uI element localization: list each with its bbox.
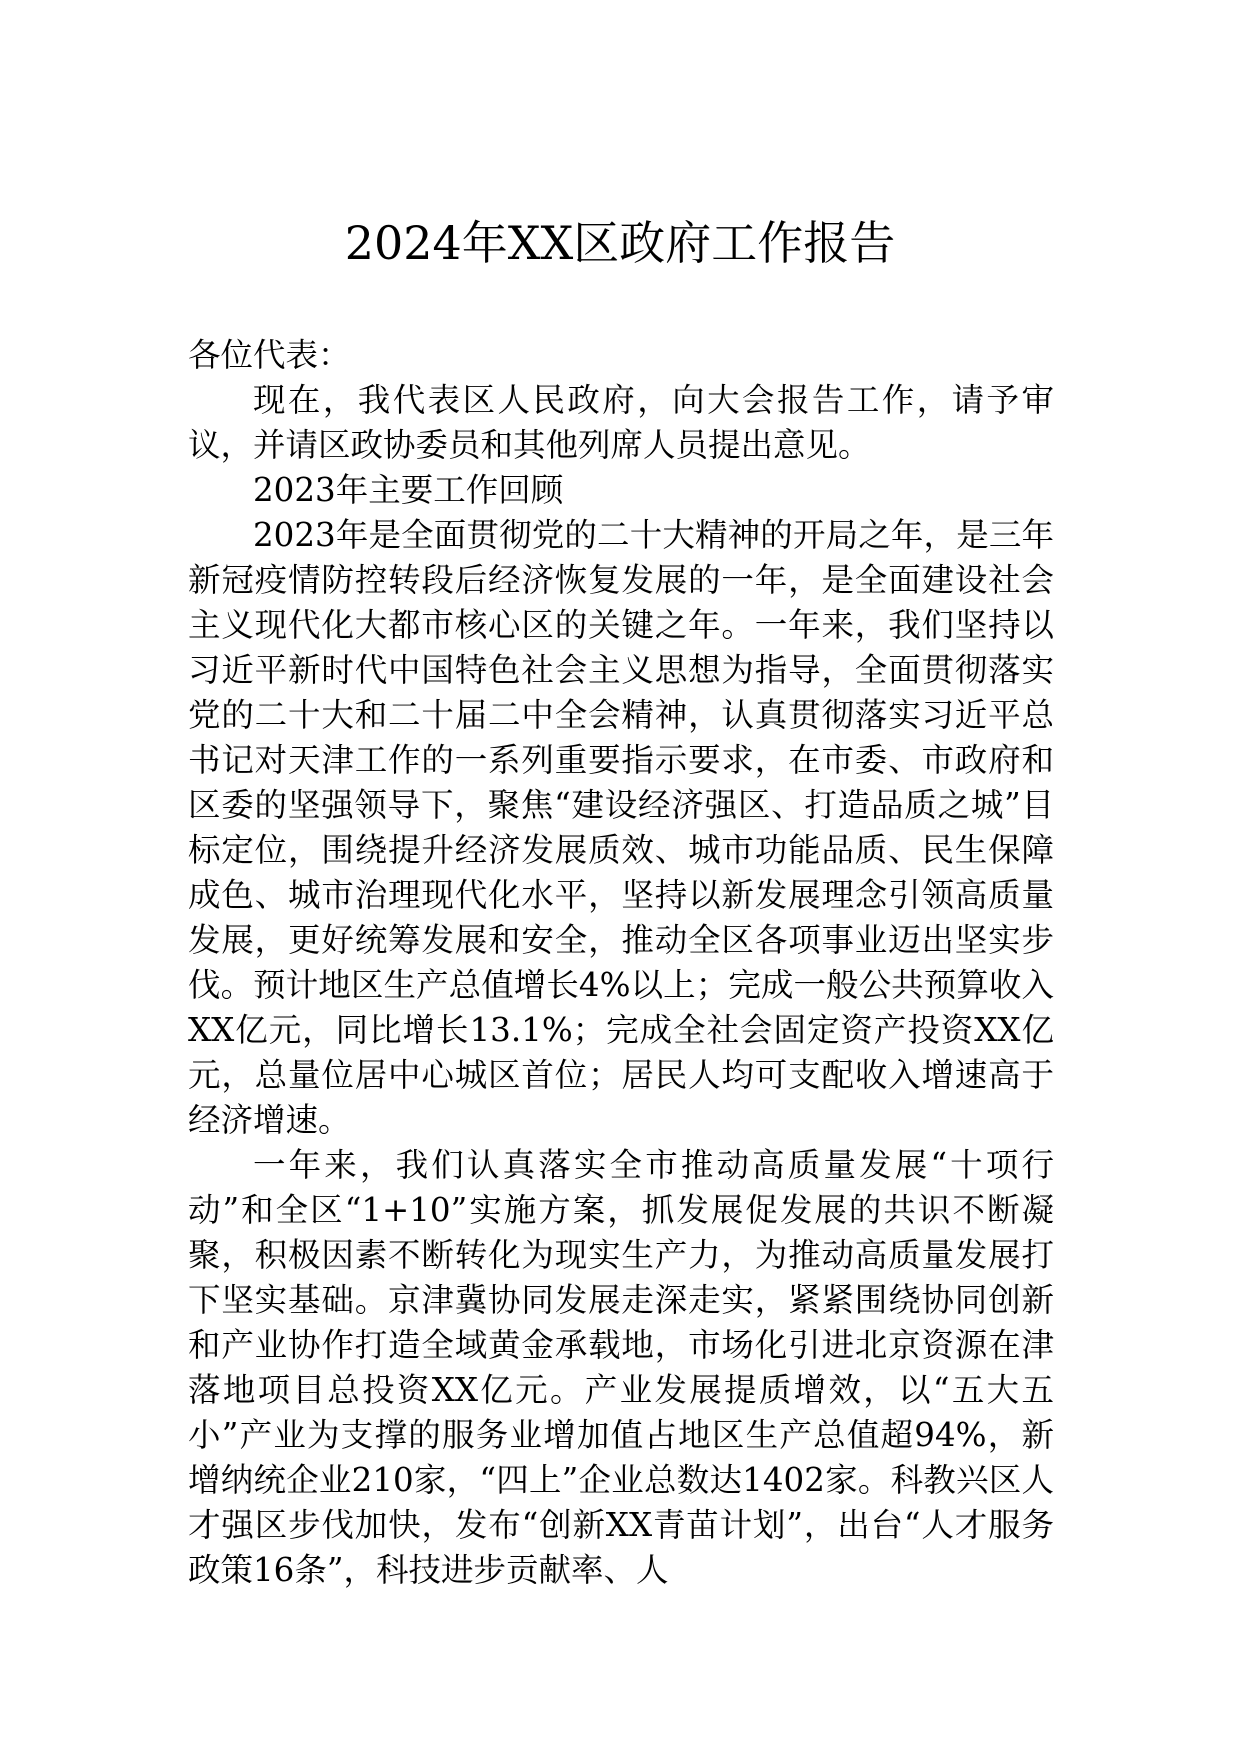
achievements-paragraph: 一年来，我们认真落实全市推动高质量发展“十项行动”和全区“1+10”实施方案，抓发展促发展的共识不断凝聚，积极因素不断转化为现实生产力，为推动高质量发展打下坚实基础。京津冀协同发展走深走实，紧紧围绕协同创新和产业协作打造全域黄金承载地，市场化引进北京资源在津落地项目总投资XX亿元。产业发展提质增效，以“五大五小”产业为支撑的服务业增加值占地区生产总值超94%，新增纳统企业210家，“四上”企业总数达1402家。科教兴区人才强区步伐加快，发布“创新XX青苗计划”，出台“人才服务政策16条”，科技进步贡献率、人 — [188, 1146, 1054, 1589]
opening-paragraph: 现在，我代表区人民政府，向大会报告工作，请予审议，并请区政协委员和其他列席人员提出意见。 — [188, 381, 1054, 464]
salutation: 各位代表： — [188, 336, 351, 374]
review-paragraph: 2023年是全面贯彻党的二十大精神的开局之年，是三年新冠疫情防控转段后经济恢复发展的一年，是全面建设社会主义现代化大都市核心区的关键之年。一年来，我们坚持以习近平新时代中国特色社会主义思想为指导，全面贯彻落实党的二十大和二十届二中全会精神，认真贯彻落实习近平总书记对天津工作的一系列重要指示要求，在市委、市政府和区委的坚强领导下，聚焦“建设经济强区、打造品质之城”目标定位，围绕提升经济发展质效、城市功能品质、民生保障成色、城市治理现代化水平，坚持以新发展理念引领高质量发展，更好统筹发展和安全，推动全区各项事业迈出坚实步伐。预计地区生产总值增长4%以上；完成一般公共预算收入XX亿元，同比增长13.1%；完成全社会固定资产投资XX亿元，总量位居中心城区首位；居民人均可支配收入增速高于经济增速。 — [188, 516, 1054, 1139]
document-title: 2024年XX区政府工作报告 — [344, 216, 896, 270]
document-body — [188, 333, 1054, 1593]
section-heading: 2023年主要工作回顾 — [253, 471, 564, 509]
